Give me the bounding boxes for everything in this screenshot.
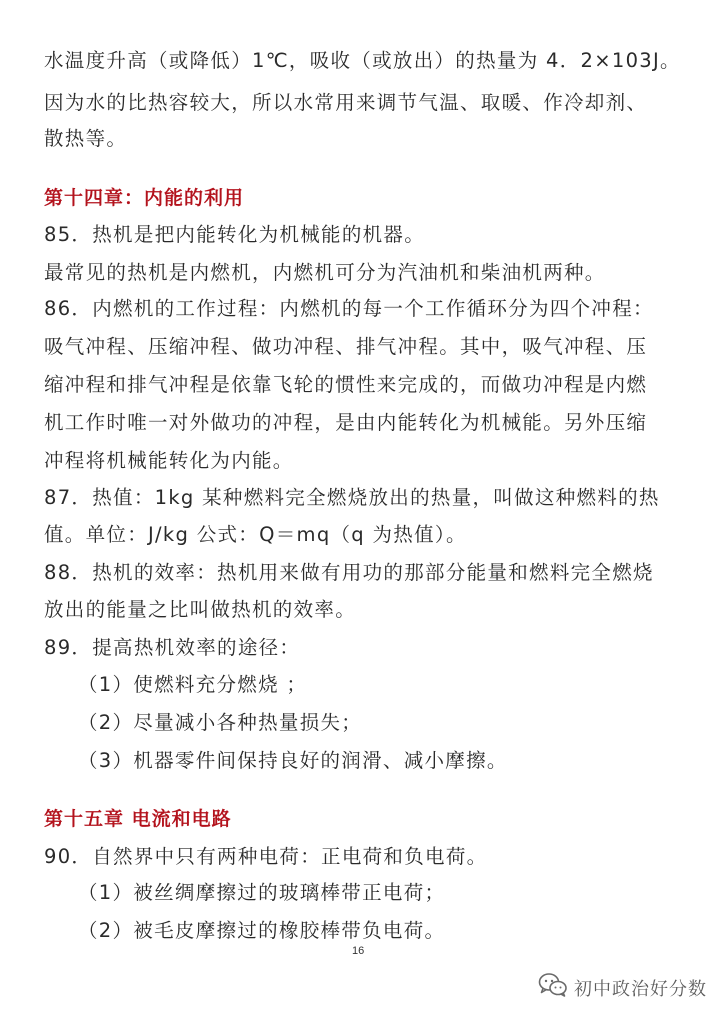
item-85-line: 最常见的热机是内燃机，内燃机可分为汽油机和柴油机两种。 [44, 261, 606, 284]
item-88-line: 放出的能量之比叫做热机的效率。 [44, 598, 357, 621]
item-86-line: 吸气冲程、压缩冲程、做功冲程、排气冲程。其中，吸气冲程、压 [44, 335, 648, 358]
item-87-line: 值。单位：J/kg 公式：Q＝mq（q 为热值）。 [44, 523, 467, 546]
text-line: 因为水的比热容较大，所以水常用来调节气温、取暖、作冷却剂、 [44, 91, 648, 114]
wechat-icon [538, 972, 568, 1003]
item-89-subitem: （1）使燃料充分燃烧 ； [78, 673, 308, 696]
page-number: 16 [352, 945, 365, 957]
item-88-line: 88．热机的效率：热机用来做有用功的那部分能量和燃料完全燃烧 [44, 561, 654, 584]
item-87-line: 87．热值：1kg 某种燃料完全燃烧放出的热量，叫做这种燃料的热 [44, 486, 660, 509]
item-90-subitem: （2）被毛皮摩擦过的橡胶棒带负电荷。 [78, 919, 446, 942]
item-89-subitem: （2）尽量减小各种热量损失； [78, 711, 363, 734]
item-86-line: 机工作时唯一对外做功的冲程，是由内能转化为机械能。另外压缩 [44, 411, 648, 434]
item-90-subitem: （1）被丝绸摩擦过的玻璃棒带正电荷； [78, 881, 446, 904]
item-90-line: 90．自然界中只有两种电荷：正电荷和负电荷。 [44, 845, 488, 868]
account-watermark [538, 972, 707, 1003]
text-line: 水温度升高（或降低）1℃，吸收（或放出）的热量为 4．2×103J。 [44, 49, 681, 72]
item-85-line: 85．热机是把内能转化为机械能的机器。 [44, 223, 426, 246]
chapter-15-heading: 第十五章 电流和电路 [44, 808, 232, 830]
item-86-line: 冲程将机械能转化为内能。 [44, 449, 294, 472]
item-86-line: 86．内燃机的工作过程：内燃机的每一个工作循环分为四个冲程： [44, 297, 654, 320]
text-line: 散热等。 [44, 127, 128, 150]
chapter-14-heading: 第十四章：内能的利用 [44, 187, 245, 209]
watermark-text: 初中政治好分数 [574, 978, 707, 1000]
item-89-subitem: （3）机器零件间保持良好的润滑、减小摩擦。 [78, 749, 508, 772]
item-89-line: 89．提高热机效率的途径： [44, 636, 301, 659]
item-86-line: 缩冲程和排气冲程是依靠飞轮的惯性来完成的，而做功冲程是内燃 [44, 373, 648, 396]
